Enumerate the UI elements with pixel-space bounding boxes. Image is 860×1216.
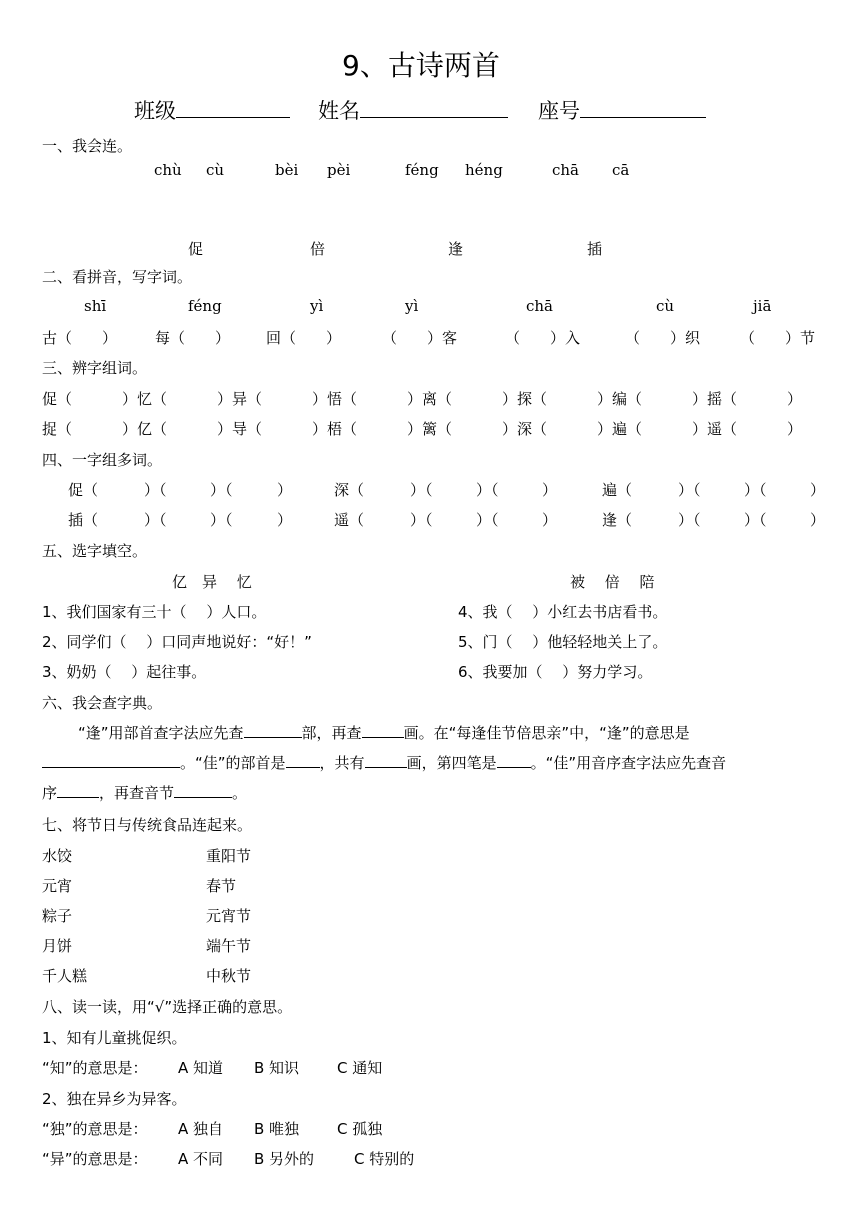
pinyin-ca: cā	[612, 161, 630, 179]
s5-question-2[interactable]: 2、同学们（ ）口同声地说好：“好！”	[42, 633, 312, 651]
class-field	[134, 95, 290, 125]
class-blank[interactable]	[176, 97, 290, 118]
s4-r2-c4[interactable]: 遥（	[334, 511, 365, 529]
s6-line-2	[42, 752, 726, 773]
s4-r2-c11: ）	[810, 511, 826, 529]
s3-r2-c0[interactable]: 捉（	[42, 420, 73, 438]
s6-blank-strokes[interactable]	[362, 722, 404, 738]
s8-q2-prompt: “独”的意思是：	[42, 1120, 148, 1138]
s4-r1-c11: ）	[810, 481, 826, 499]
s4-row-2	[42, 509, 826, 531]
s4-r1-c6[interactable]: ）（	[476, 481, 499, 499]
seat-label: 座号	[538, 99, 580, 123]
s6-blank-radical[interactable]	[244, 722, 302, 738]
s3-r1-c3[interactable]: ）悟（	[312, 390, 358, 408]
s6-l3-text-c: 。	[232, 784, 248, 802]
pinyin-feng: féng	[405, 161, 439, 179]
s3-row-1	[42, 388, 822, 410]
s4-r2-c10[interactable]: ）（	[744, 511, 767, 529]
seat-blank[interactable]	[580, 97, 706, 118]
s8-question-1: 1、知有儿童挑促织。	[42, 1029, 187, 1047]
pinyin-pei: pèi	[327, 161, 351, 179]
s3-r1-c5[interactable]: ）探（	[502, 390, 548, 408]
s3-r1-c2[interactable]: ）异（	[217, 390, 263, 408]
s6-blank-meaning[interactable]	[42, 752, 180, 768]
s6-l3-text-b: ，再查音节	[99, 784, 175, 802]
s2-item-ke[interactable]: （ ）客	[382, 329, 458, 347]
s6-l1-text-c: 画。在“每逢佳节倍思亲”中，“逢”的意思是	[403, 724, 690, 742]
s5-question-4[interactable]: 4、我（ ）小红去书店看书。	[458, 603, 668, 621]
s4-r1-c4[interactable]: 深（	[334, 481, 365, 499]
s2-item-gu[interactable]: 古（ ）	[42, 329, 118, 347]
s8-question-2: 2、独在异乡为异客。	[42, 1090, 187, 1108]
s2-item-jie[interactable]: （ ）节	[740, 329, 816, 347]
s4-r1-c1[interactable]: ）（	[144, 481, 167, 499]
festival-item[interactable]: 端午节	[206, 937, 252, 955]
section-4-heading: 四、一字组多词。	[42, 451, 163, 469]
s8-q2-option-a[interactable]: A 独自	[178, 1120, 224, 1138]
pinyin-bei: bèi	[275, 161, 299, 179]
s2-pinyin-yi2: yì	[405, 297, 419, 315]
s4-r2-c0[interactable]: 插（	[68, 511, 99, 529]
s4-r2-c6[interactable]: ）（	[476, 511, 499, 529]
s6-l1-text-b: 部，再查	[301, 724, 362, 742]
char-cu: 促	[188, 240, 204, 258]
festival-item[interactable]: 重阳节	[206, 847, 252, 865]
section-8-heading: 八、读一读，用“√”选择正确的意思。	[42, 998, 293, 1016]
section-1-heading: 一、我会连。	[42, 137, 133, 155]
s3-r1-c1[interactable]: ）忆（	[122, 390, 168, 408]
s8-q1-option-a[interactable]: A 知道	[178, 1059, 224, 1077]
s5-left-options: 亿 异 忆	[172, 573, 252, 591]
s6-line-3	[42, 782, 247, 803]
s4-r2-c1[interactable]: ）（	[144, 511, 167, 529]
pinyin-chu: chù	[154, 161, 182, 179]
food-item[interactable]: 水饺	[42, 847, 73, 865]
food-item[interactable]: 元宵	[42, 877, 73, 895]
s3-r1-c6[interactable]: ）编（	[597, 390, 643, 408]
s4-r2-c3: ）	[277, 511, 293, 529]
s4-r1-c10[interactable]: ）（	[744, 481, 767, 499]
s4-row-1	[42, 479, 826, 501]
s4-r2-c8[interactable]: 逢（	[602, 511, 633, 529]
s3-r2-c6[interactable]: ）遍（	[597, 420, 643, 438]
name-label: 姓名	[318, 99, 360, 123]
section-5-heading: 五、选字填空。	[42, 542, 148, 560]
s4-r1-c0[interactable]: 促（	[68, 481, 99, 499]
s3-r2-c2[interactable]: ）导（	[217, 420, 263, 438]
page-title: 9、古诗两首	[342, 49, 500, 82]
s8-q3-option-c[interactable]: C 特别的	[354, 1150, 415, 1168]
s2-item-zhi[interactable]: （ ）织	[625, 329, 701, 347]
s4-r1-c5[interactable]: ）（	[410, 481, 433, 499]
s6-blank-letter[interactable]	[57, 782, 99, 798]
festival-item[interactable]: 春节	[206, 877, 237, 895]
s8-q3-option-a[interactable]: A 不同	[178, 1150, 224, 1168]
s8-q1-prompt: “知”的意思是：	[42, 1059, 148, 1077]
s2-pinyin-cu: cù	[656, 297, 675, 315]
char-feng: 逢	[448, 240, 464, 258]
s6-blank-fourth-stroke[interactable]	[497, 752, 531, 768]
s2-pinyin-shi: shī	[84, 297, 107, 315]
s2-pinyin-jia: jiā	[753, 297, 772, 315]
s2-item-hui[interactable]: 回（ ）	[266, 329, 342, 347]
s2-item-ru[interactable]: （ ）入	[505, 329, 581, 347]
s2-pinyin-feng: féng	[188, 297, 222, 315]
s6-l2-text-a: 。“佳”的部首是	[180, 754, 286, 772]
pinyin-cu: cù	[206, 161, 225, 179]
seat-field	[538, 95, 706, 125]
s3-r2-c1[interactable]: ）亿（	[122, 420, 168, 438]
s8-q2-option-b[interactable]: B 唯独	[254, 1120, 300, 1138]
s5-right-options: 被 倍 陪	[570, 573, 655, 591]
s4-r2-c5[interactable]: ）（	[410, 511, 433, 529]
s5-question-6[interactable]: 6、我要加（ ）努力学习。	[458, 663, 653, 681]
section-3-heading: 三、辨字组词。	[42, 359, 148, 377]
s3-r2-c7[interactable]: ）遥（	[692, 420, 738, 438]
section-2-heading: 二、看拼音，写字词。	[42, 268, 193, 286]
s2-pinyin-yi1: yì	[310, 297, 324, 315]
s6-l2-text-d: 。“佳”用音序查字法应先查音	[530, 754, 727, 772]
food-item[interactable]: 千人糕	[42, 967, 88, 985]
section-6-heading: 六、我会查字典。	[42, 694, 163, 712]
s4-r1-c7: ）	[542, 481, 558, 499]
s6-blank-jia-radical[interactable]	[286, 752, 320, 768]
s3-r1-c7[interactable]: ）摇（	[692, 390, 738, 408]
s8-q1-option-b[interactable]: B 知识	[254, 1059, 300, 1077]
s6-l1-text-a: “逢”用部首查字法应先查	[78, 724, 244, 742]
s4-r2-c2[interactable]: ）（	[210, 511, 233, 529]
s3-r1-c0[interactable]: 促（	[42, 390, 73, 408]
food-item[interactable]: 粽子	[42, 907, 73, 925]
food-item[interactable]: 月饼	[42, 937, 73, 955]
s6-line-1	[78, 722, 690, 743]
s2-pinyin-cha: chā	[526, 297, 554, 315]
s8-q3-option-b[interactable]: B 另外的	[254, 1150, 315, 1168]
s3-r2-c8: ）	[787, 420, 803, 438]
char-cha: 插	[587, 240, 603, 258]
pinyin-cha: chā	[552, 161, 580, 179]
s4-r2-c7: ）	[542, 511, 558, 529]
pinyin-heng: héng	[465, 161, 503, 179]
s6-l2-text-c: 画，第四笔是	[406, 754, 497, 772]
s3-r2-c4[interactable]: ）篱（	[407, 420, 453, 438]
s4-r1-c9[interactable]: ）（	[678, 481, 701, 499]
s5-question-5[interactable]: 5、门（ ）他轻轻地关上了。	[458, 633, 668, 651]
class-label: 班级	[134, 99, 176, 123]
festival-item[interactable]: 元宵节	[206, 907, 252, 925]
s6-blank-syllable[interactable]	[174, 782, 232, 798]
s6-l2-text-b: ，共有	[319, 754, 365, 772]
s4-r1-c2[interactable]: ）（	[210, 481, 233, 499]
s8-q2-option-c[interactable]: C 孤独	[337, 1120, 383, 1138]
section-7-heading: 七、将节日与传统食品连起来。	[42, 816, 253, 834]
festival-item[interactable]: 中秋节	[206, 967, 252, 985]
s6-l3-text-a: 序	[42, 784, 58, 802]
name-field	[318, 95, 508, 125]
s4-r1-c8[interactable]: 遍（	[602, 481, 633, 499]
s8-q3-prompt: “异”的意思是：	[42, 1150, 148, 1168]
s5-question-3[interactable]: 3、奶奶（ ）起往事。	[42, 663, 207, 681]
s4-r1-c3: ）	[277, 481, 293, 499]
s3-r1-c8: ）	[787, 390, 803, 408]
s3-r2-c5[interactable]: ）深（	[502, 420, 548, 438]
name-blank[interactable]	[360, 97, 508, 118]
s8-q1-option-c[interactable]: C 通知	[337, 1059, 383, 1077]
s2-item-mei[interactable]: 每（ ）	[155, 329, 231, 347]
char-bei: 倍	[310, 240, 326, 258]
s6-blank-jia-strokes[interactable]	[365, 752, 407, 768]
s3-r1-c4[interactable]: ）离（	[407, 390, 453, 408]
s4-r2-c9[interactable]: ）（	[678, 511, 701, 529]
s3-row-2	[42, 418, 822, 440]
s5-question-1[interactable]: 1、我们国家有三十（ ）人口。	[42, 603, 267, 621]
s3-r2-c3[interactable]: ）梧（	[312, 420, 358, 438]
